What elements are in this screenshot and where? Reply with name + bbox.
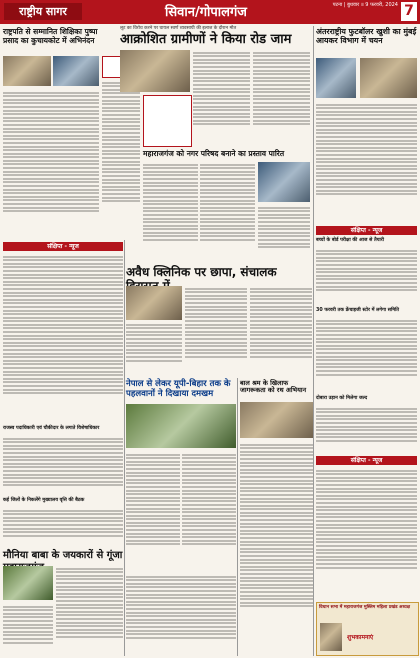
kicker-loot: लूट का विरोध करने पर घायल स्वर्ण व्यवसायी की इलाज के दौरान मौत bbox=[120, 26, 237, 31]
headline-franchise: 30 फरवरी तक फ्रेंचाइजी स्टोर में लगेगा समिति bbox=[316, 308, 400, 313]
section-brief-3: संक्षिप्त - न्यूज bbox=[316, 456, 417, 465]
article-clinic-2 bbox=[185, 286, 247, 374]
article-wrestlers-2 bbox=[182, 452, 236, 570]
photo-procession bbox=[3, 566, 53, 600]
headline-nagar-parishad: महाराजगंज को नगर परिषद बनाने का प्रस्ताव पारित bbox=[143, 149, 285, 158]
edition-info: पटना | बुधवार ॥ 9 फरवरी, 2024 bbox=[332, 2, 398, 8]
column-rule bbox=[313, 26, 314, 656]
headline-mauniya-baba: मौनिया बाबा के जयकारों से गूंजा bbox=[3, 550, 123, 561]
headline-clinic-raid: अवैध क्लिनिक पर छापा, संचालक bbox=[126, 265, 277, 279]
article-nagar-parishad-2 bbox=[200, 162, 255, 260]
article-mauniya-baba-2 bbox=[3, 604, 53, 654]
article-franchise bbox=[316, 318, 417, 392]
headline-road-jam: आक्रोशित ग्रामीणों ने किया रोड जाम bbox=[120, 32, 292, 47]
section-brief-1: संक्षिप्त - न्यूज bbox=[3, 242, 123, 251]
headline-exam: बच्चों के बोर्ड परीक्षा की आज से तैयारी bbox=[316, 238, 384, 243]
photo-road-jam bbox=[120, 50, 190, 92]
highlight-box-2 bbox=[143, 95, 192, 147]
headline-honor: राष्ट्रपति से सम्मानित शिक्षिका पुष्पा प्रसाद का कुचायकोट में अभिनंदन bbox=[3, 27, 98, 45]
article-revenue bbox=[3, 436, 123, 496]
article-col2 bbox=[102, 80, 140, 238]
headline-child-labour: बाल श्रम के खिलाफ जागरूकता को रथ अभियान bbox=[240, 379, 307, 395]
headline-footballer: अंतरराष्ट्रीय फुटबॉलर खुशी का मुंबई आयकर विभाग में चयन bbox=[316, 27, 417, 45]
section-brief-2: संक्षिप्त - न्यूज bbox=[316, 226, 417, 235]
article-footballer bbox=[316, 102, 417, 222]
article-body-honor bbox=[3, 90, 99, 240]
brief-news-1 bbox=[3, 254, 123, 424]
article-road-jam-2 bbox=[253, 50, 310, 145]
photo-footballer-award bbox=[360, 58, 417, 98]
photo-ceremony bbox=[53, 56, 99, 86]
page-number: 7 bbox=[401, 2, 417, 21]
column-rule bbox=[237, 378, 238, 656]
article-clinic-3 bbox=[250, 286, 312, 374]
ad-greeting: शुभकामनाएं bbox=[347, 634, 374, 641]
column-rule bbox=[124, 240, 125, 656]
headline-revenue: राजस्व पदाधिकारी एवं चौकीदार के लगाते विशेषाधिकार bbox=[3, 426, 100, 431]
article-wrestlers-1 bbox=[126, 452, 180, 570]
photo-child-labour bbox=[240, 402, 314, 438]
ad-title: विधान सभा में महाराजगंज मुस्लिम महिला प्रखंड अध्यक्ष bbox=[319, 605, 411, 610]
article-clinic-1 bbox=[126, 322, 182, 374]
advertisement bbox=[316, 602, 419, 656]
article-mauniya-baba bbox=[56, 566, 123, 654]
article-exam bbox=[316, 248, 417, 304]
headline-flight: दोबारा उड़ान को मिलेगा जल्द bbox=[316, 396, 368, 401]
paper-name: राष्ट्रीय सागर bbox=[4, 3, 82, 20]
photo-clinic bbox=[126, 286, 182, 320]
photo-teacher bbox=[3, 56, 51, 86]
masthead bbox=[0, 0, 420, 24]
brief-news-3 bbox=[316, 468, 417, 598]
article-child-labour bbox=[240, 442, 314, 654]
article-nagar-parishad-1 bbox=[143, 162, 198, 260]
section-title: सिवान/गोपालगंज bbox=[165, 5, 247, 20]
article-meeting bbox=[3, 508, 123, 548]
article-road-jam-1 bbox=[193, 50, 250, 145]
photo-footballer bbox=[316, 58, 356, 98]
headline-wrestlers: नेपाल से लेकर यूपी-बिहार तक के पहलवानों ने दिखाया दमखम bbox=[126, 379, 231, 399]
photo-meeting bbox=[258, 162, 310, 202]
article-wrestlers-3 bbox=[126, 574, 236, 654]
headline-meeting: कई जिलों के निकलेंगे मुख्यालय वृत्ति की बैठक bbox=[3, 498, 85, 503]
photo-wrestling bbox=[126, 404, 236, 448]
ad-portrait bbox=[320, 623, 342, 651]
article-nagar-parishad-3 bbox=[258, 205, 310, 260]
article-flight bbox=[316, 406, 417, 452]
